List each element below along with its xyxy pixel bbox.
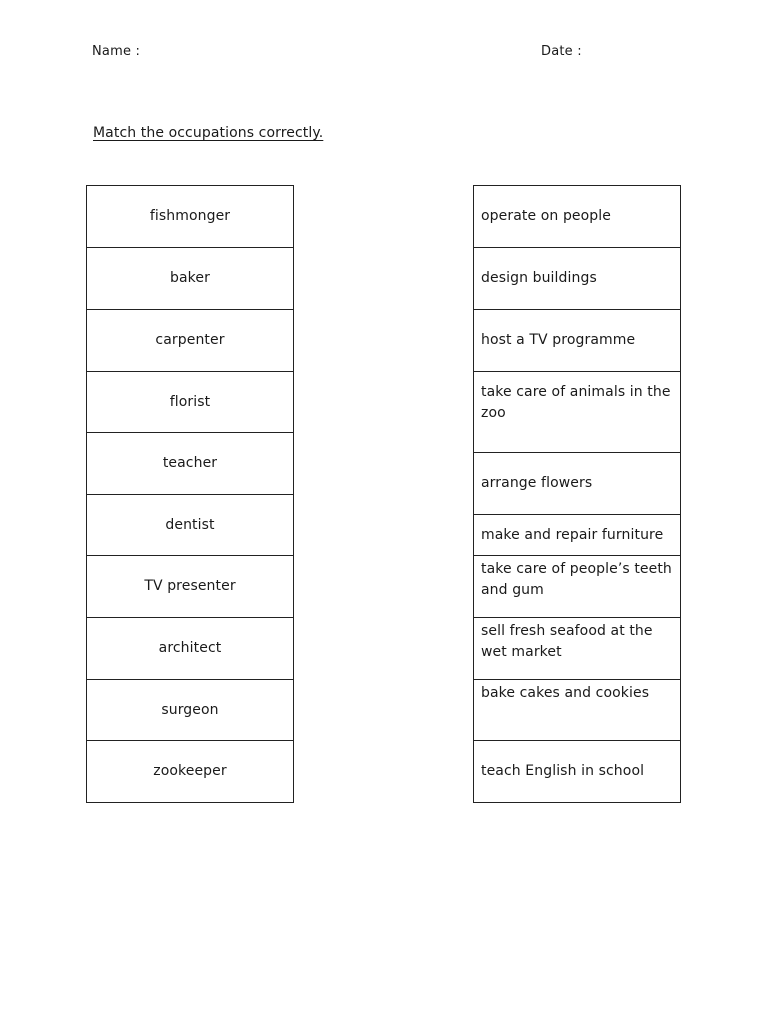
description-cell[interactable]	[474, 618, 680, 680]
description-label: bake cakes and cookies	[481, 685, 650, 701]
description-cell[interactable]	[474, 372, 680, 453]
description-label: take care of people’s teeth and gum	[481, 561, 672, 598]
date-label: Date :	[541, 44, 582, 59]
occupations-column	[86, 185, 294, 803]
description-label: design buildings	[481, 270, 597, 286]
occupation-label: architect	[158, 640, 222, 656]
description-cell[interactable]	[474, 515, 680, 556]
description-cell[interactable]	[474, 680, 680, 741]
occupation-cell[interactable]	[87, 248, 293, 310]
description-label: sell fresh seafood at the wet market	[481, 623, 653, 660]
occupation-label: zookeeper	[153, 763, 227, 779]
instruction-heading: Match the occupations correctly.	[93, 125, 324, 141]
occupation-cell[interactable]	[87, 495, 293, 556]
description-label: host a TV programme	[481, 332, 636, 348]
occupation-label: teacher	[162, 455, 218, 471]
description-cell[interactable]	[474, 556, 680, 618]
description-label: operate on people	[481, 208, 611, 224]
occupation-cell[interactable]	[87, 186, 293, 248]
description-label: take care of animals in the zoo	[481, 384, 671, 421]
occupation-label: baker	[170, 270, 210, 286]
occupation-cell[interactable]	[87, 618, 293, 680]
occupation-label: surgeon	[161, 701, 219, 718]
description-label: teach English in school	[481, 763, 645, 779]
occupation-cell[interactable]	[87, 556, 293, 618]
description-cell[interactable]	[474, 248, 680, 310]
occupation-cell[interactable]	[87, 741, 293, 803]
name-label: Name :	[92, 44, 141, 59]
occupation-cell[interactable]	[87, 433, 293, 495]
description-cell[interactable]	[474, 310, 680, 372]
occupation-label: dentist	[165, 516, 215, 533]
description-cell[interactable]	[474, 741, 680, 803]
occupation-label: fishmonger	[149, 208, 231, 224]
occupation-label: florist	[169, 393, 211, 410]
occupation-cell[interactable]	[87, 680, 293, 741]
description-label: arrange flowers	[481, 475, 593, 491]
occupation-cell[interactable]	[87, 310, 293, 372]
description-cell[interactable]	[474, 453, 680, 515]
description-cell[interactable]	[474, 186, 680, 248]
occupation-label: carpenter	[155, 332, 225, 348]
description-label: make and repair furniture	[481, 526, 664, 543]
occupation-cell[interactable]	[87, 372, 293, 433]
occupation-label: TV presenter	[144, 578, 236, 594]
descriptions-column	[473, 185, 681, 803]
